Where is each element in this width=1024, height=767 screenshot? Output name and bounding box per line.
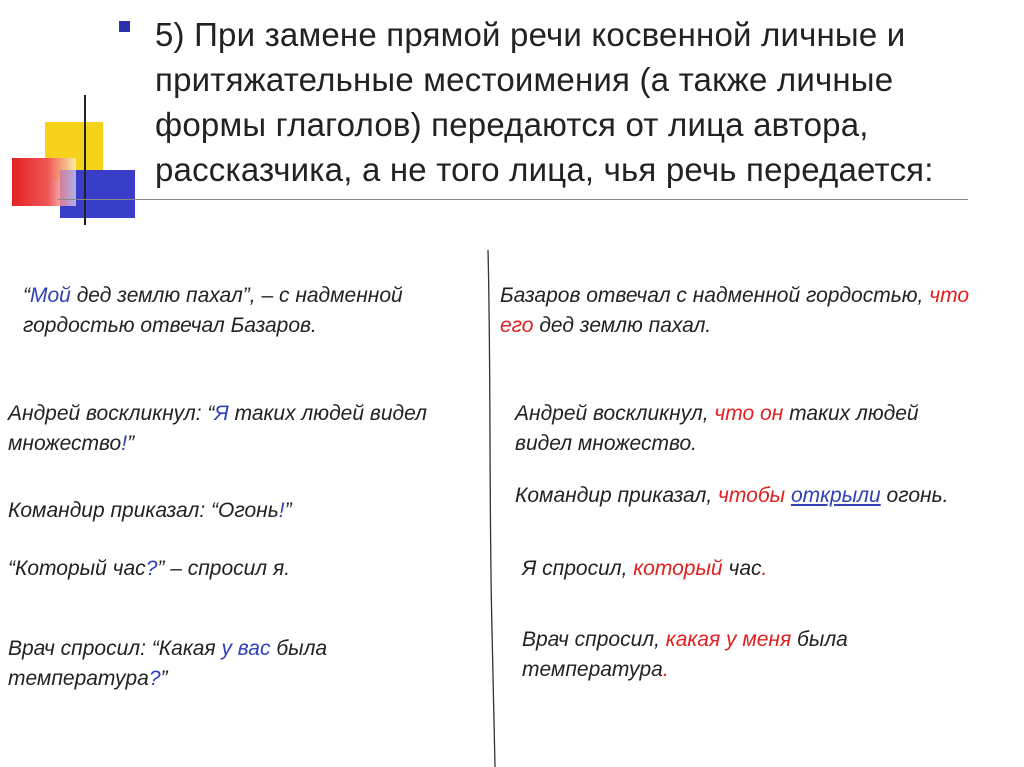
slide-title: 5) При замене прямой речи косвенной личные и притяжательные местоимения (а также личные формы глаголов) передаются от лица автора, рассказчика, а не того лица, чья речь передается: [155,16,934,188]
text-part: ” [160,667,168,690]
indirect-example-2 [515,399,945,459]
decor-horizontal-line [58,199,968,200]
decor-vertical-line [84,95,86,225]
pronoun-highlight: что его [500,284,970,337]
conjunction-highlight: чтобы [718,484,786,507]
text-part: огонь. [880,484,949,507]
verb-highlight: открыли [790,484,881,507]
text-part: таких людей видел множество. [515,402,919,455]
punct-highlight: ? [148,667,161,690]
direct-example-4 [8,554,478,584]
pronoun-highlight: который [633,557,723,580]
text-part: Андрей воскликнул: “ [8,402,215,425]
text-part: ” [127,432,135,455]
text-part: Я спросил, [522,557,634,580]
direct-example-2 [8,399,458,459]
indirect-example-1 [500,281,970,341]
indirect-example-4 [522,554,972,584]
pronoun-highlight: Я [214,402,229,425]
direct-example-5 [8,634,428,694]
text-part: ” [284,499,292,522]
text-part: Врач спросил: “Какая [8,637,222,660]
text-part: Базаров отвечал с надменной гордостью, [500,284,930,307]
text-part: Врач спросил, [522,628,666,651]
punct-highlight: . [662,658,669,681]
indirect-example-3 [515,481,965,511]
bullet-icon [119,21,130,32]
text-part: таких людей видел множество [8,402,427,455]
text-part: “ [23,284,30,307]
text-part: “Который час [8,557,146,580]
punct-highlight: ? [145,557,158,580]
text-part: была температура [522,628,848,681]
text-part: час [722,557,762,580]
text-part: Командир приказал: “Огонь [8,499,279,522]
direct-example-1 [23,281,413,341]
column-divider [485,250,497,767]
pronoun-highlight: что он [714,402,784,425]
text-part: ” – спросил я. [157,557,291,580]
text-part: была температура [8,637,328,690]
pronoun-highlight: Мой [30,284,71,307]
indirect-example-5 [522,625,942,685]
punct-highlight: . [761,557,768,580]
pronoun-highlight: у вас [221,637,271,660]
text-part: дед землю пахал”, – с надменной гордостью отвечал Базаров. [23,284,403,337]
direct-example-3 [8,496,478,526]
text-part: дед землю пахал. [533,314,712,337]
punct-highlight: ! [121,432,128,455]
text-part: Андрей воскликнул, [515,402,715,425]
pronoun-highlight: какая у меня [665,628,792,651]
text-part: Командир приказал, [515,484,719,507]
punct-highlight: ! [278,499,285,522]
